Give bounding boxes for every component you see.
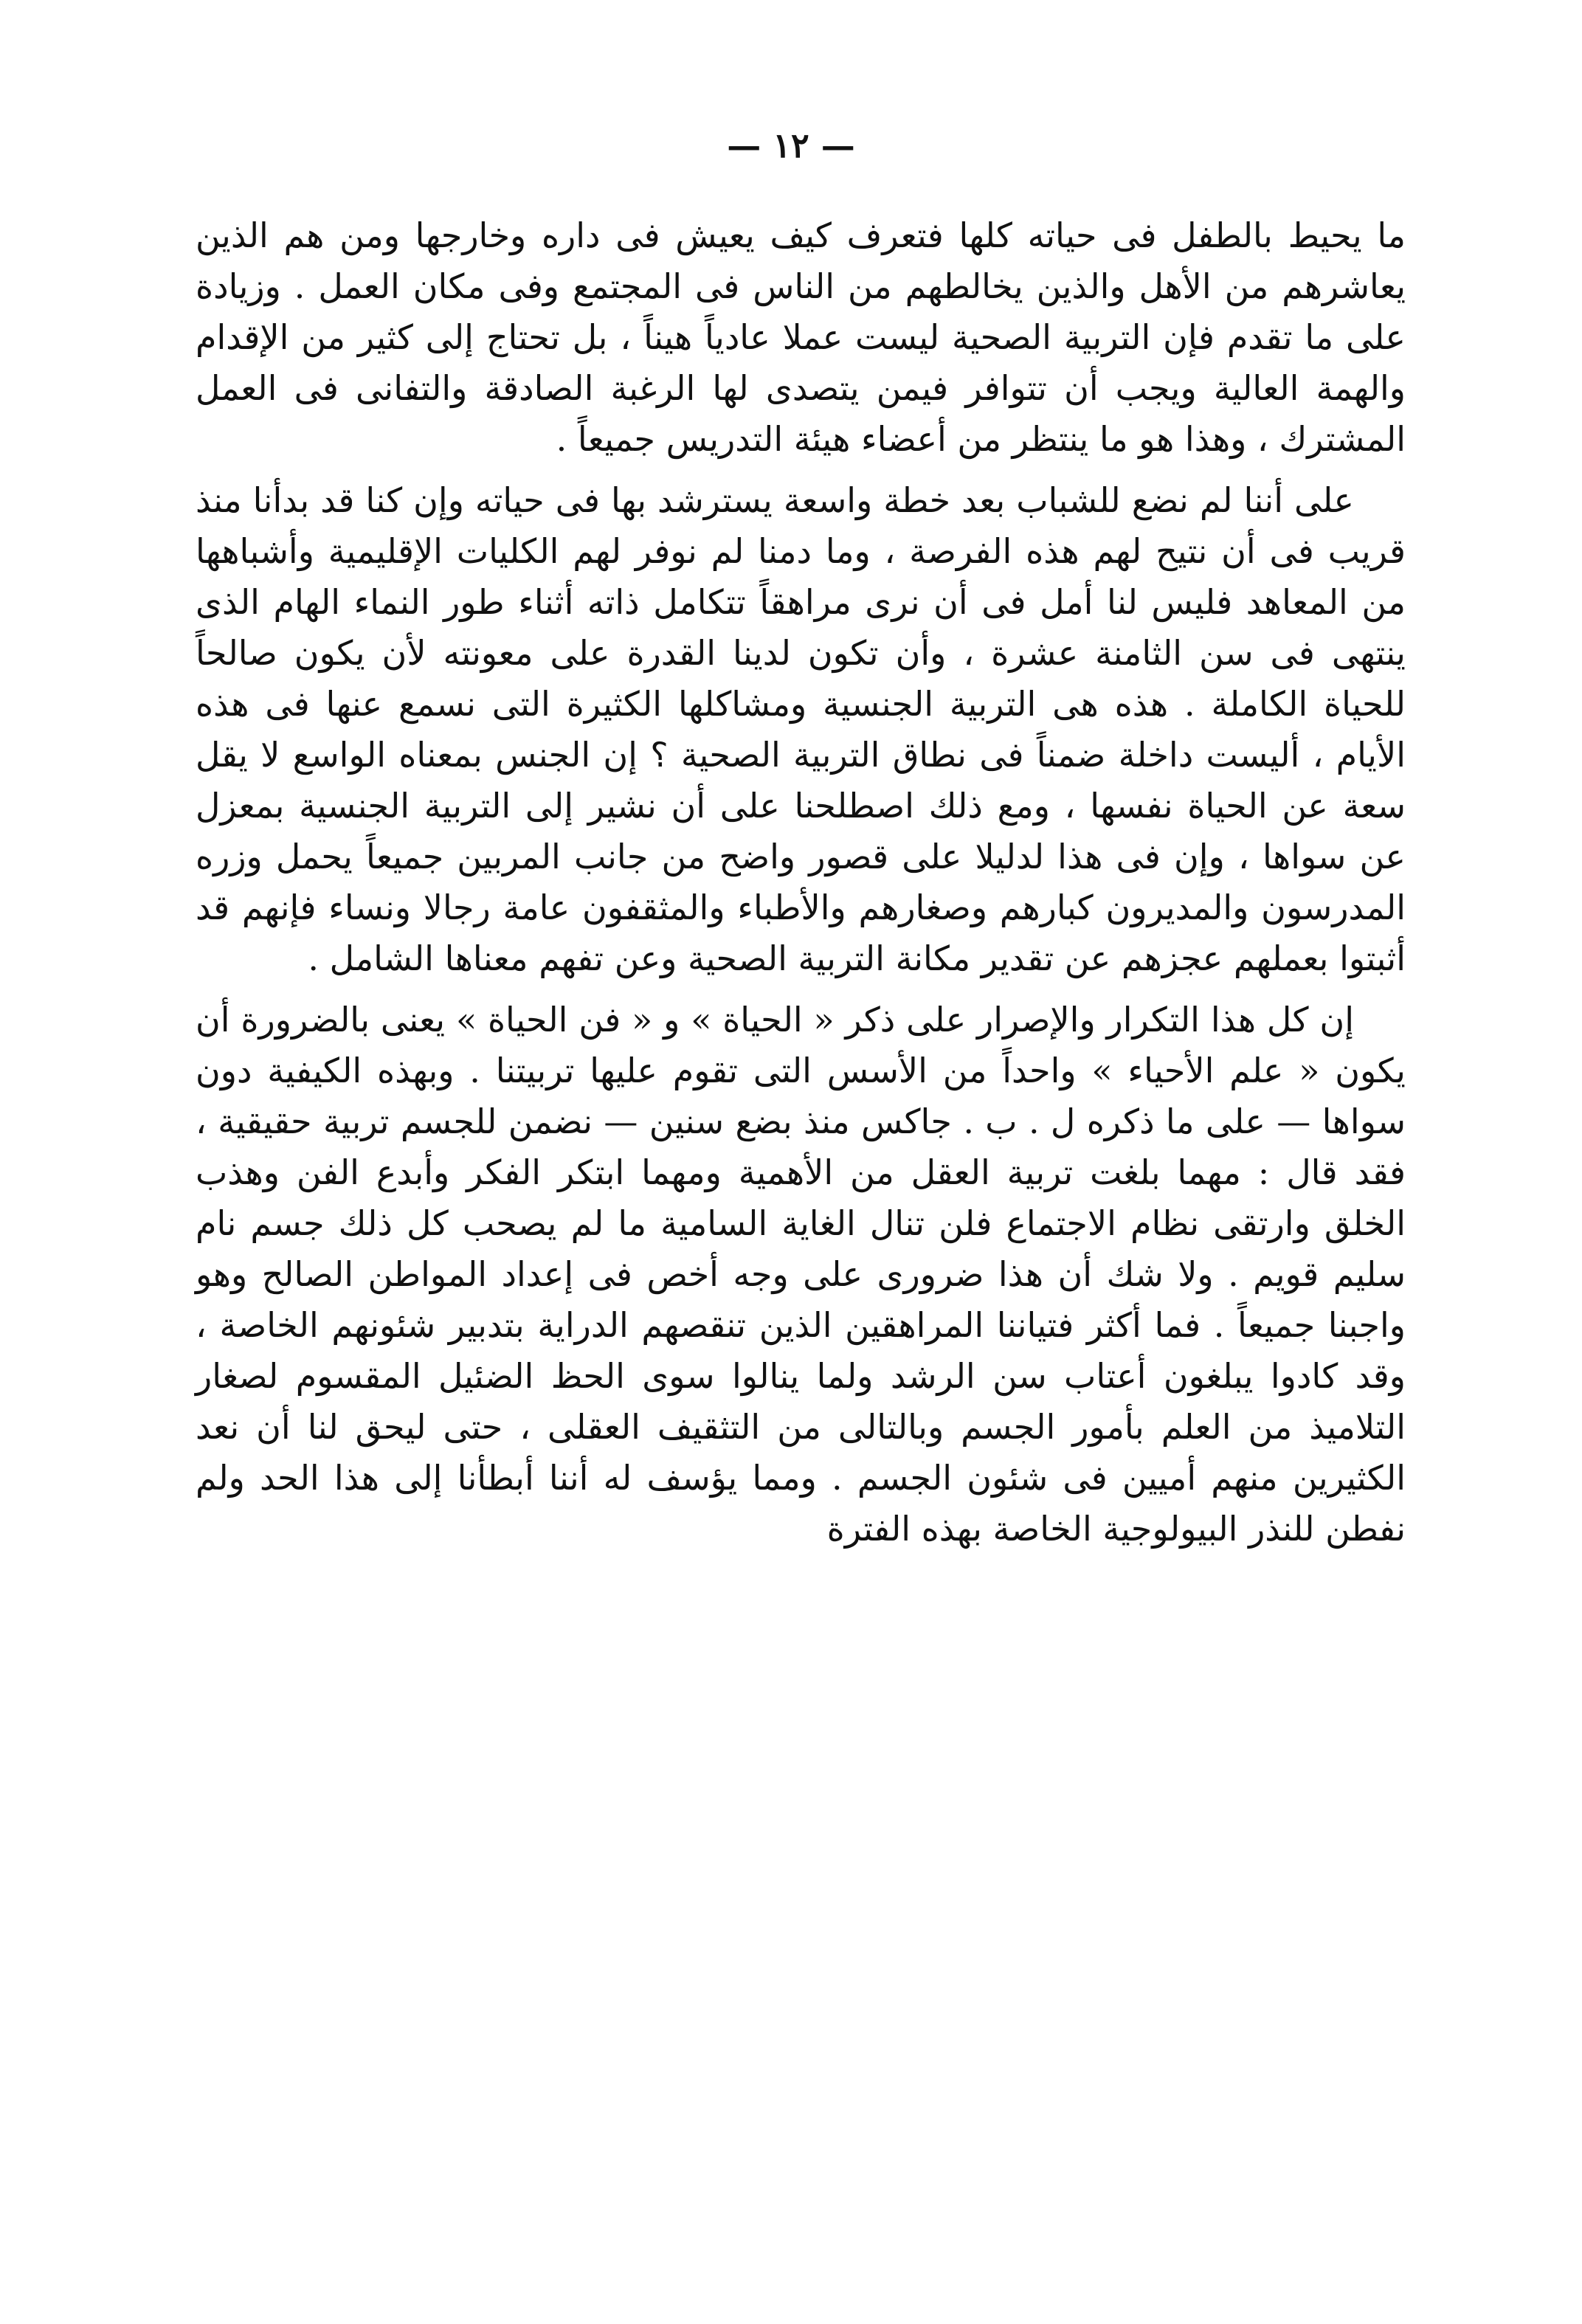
body-text: [196, 210, 1406, 1565]
page-number: — ١٢ —: [727, 125, 855, 165]
paragraph-3: إن كل هذا التكرار والإصرار على ذكر « الحياة » و « فن الحياة » يعنى بالضرورة أن يكون « علم الأحياء » واحداً من الأسس التى تقوم عليها تربيتنا . وبهذه الكيفية دون سواها — على ما ذكره ل . ب . جاكس منذ بضع سنين — نضمن للجسم تربية حقيقية ، فقد قال : مهما بلغت تربية العقل من الأهمية ومهما ابتكر الفكر وأبدع الفن وهذب الخلق وارتقى نظام الاجتماع فلن تنال الغاية السامية ما لم يصحب كل ذلك جسم نام سليم قويم . ولا شك أن هذا ضرورى على وجه أخص فى إعداد المواطن الصالح وهو واجبنا جميعاً . فما أكثر فتياننا المراهقين الذين تنقصهم الدراية بتدبير شئونهم الخاصة ، وقد كادوا يبلغون أعتاب سن الرشد ولما ينالوا سوى الحظ الضئيل المقسوم لصغار التلاميذ من العلم بأمور الجسم وبالتالى من التثقيف العقلى ، حتى ليحق لنا أن نعد الكثيرين منهم أميين فى شئون الجسم . ومما يؤسف له أننا أبطأنا إلى هذا الحد ولم نفطن للنذر البيولوجية الخاصة بهذه الفترة: [196, 1000, 1406, 1549]
paragraph-2: على أننا لم نضع للشباب بعد خطة واسعة يسترشد بها فى حياته وإن كنا قد بدأنا منذ قريب فى أن نتيح لهم هذه الفرصة ، وما دمنا لم نوفر لهم الكليات الإقليمية وأشباهها من المعاهد فليس لنا أمل فى أن نرى مراهقاً تتكامل ذاته أثناء طور النماء الهام الذى ينتهى فى سن الثامنة عشرة ، وأن تكون لدينا القدرة على معونته لأن يكون صالحاً للحياة الكاملة . هذه هى التربية الجنسية ومشاكلها الكثيرة التى نسمع عنها فى هذه الأيام ، أليست داخلة ضمناً فى نطاق التربية الصحية ؟ إن الجنس بمعناه الواسع لا يقل سعة عن الحياة نفسها ، ومع ذلك اصطلحنا على أن نشير إلى التربية الجنسية بمعزل عن سواها ، وإن فى هذا لدليلا على قصور واضح من جانب المربين جميعاً يحمل وزره المدرسون والمديرون كبارهم وصغارهم والأطباء والمثقفون عامة رجالا ونساء فإنهم قد أثبتوا بعملهم عجزهم عن تقدير مكانة التربية الصحية وعن تفهم معناها الشامل .: [196, 480, 1406, 978]
paragraph-1: ما يحيط بالطفل فى حياته كلها فتعرف كيف يعيش فى داره وخارجها ومن هم الذين يعاشرهم من الأهل والذين يخالطهم من الناس فى المجتمع وفى مكان العمل . وزيادة على ما تقدم فإن التربية الصحية ليست عملا عادياً هيناً ، بل تحتاج إلى كثير من الإقدام والهمة العالية ويجب أن تتوافر فيمن يتصدى لها الرغبة الصادقة والتفانى فى العمل المشترك ، وهذا هو ما ينتظر من أعضاء هيئة التدريس جميعاً .: [196, 215, 1406, 459]
